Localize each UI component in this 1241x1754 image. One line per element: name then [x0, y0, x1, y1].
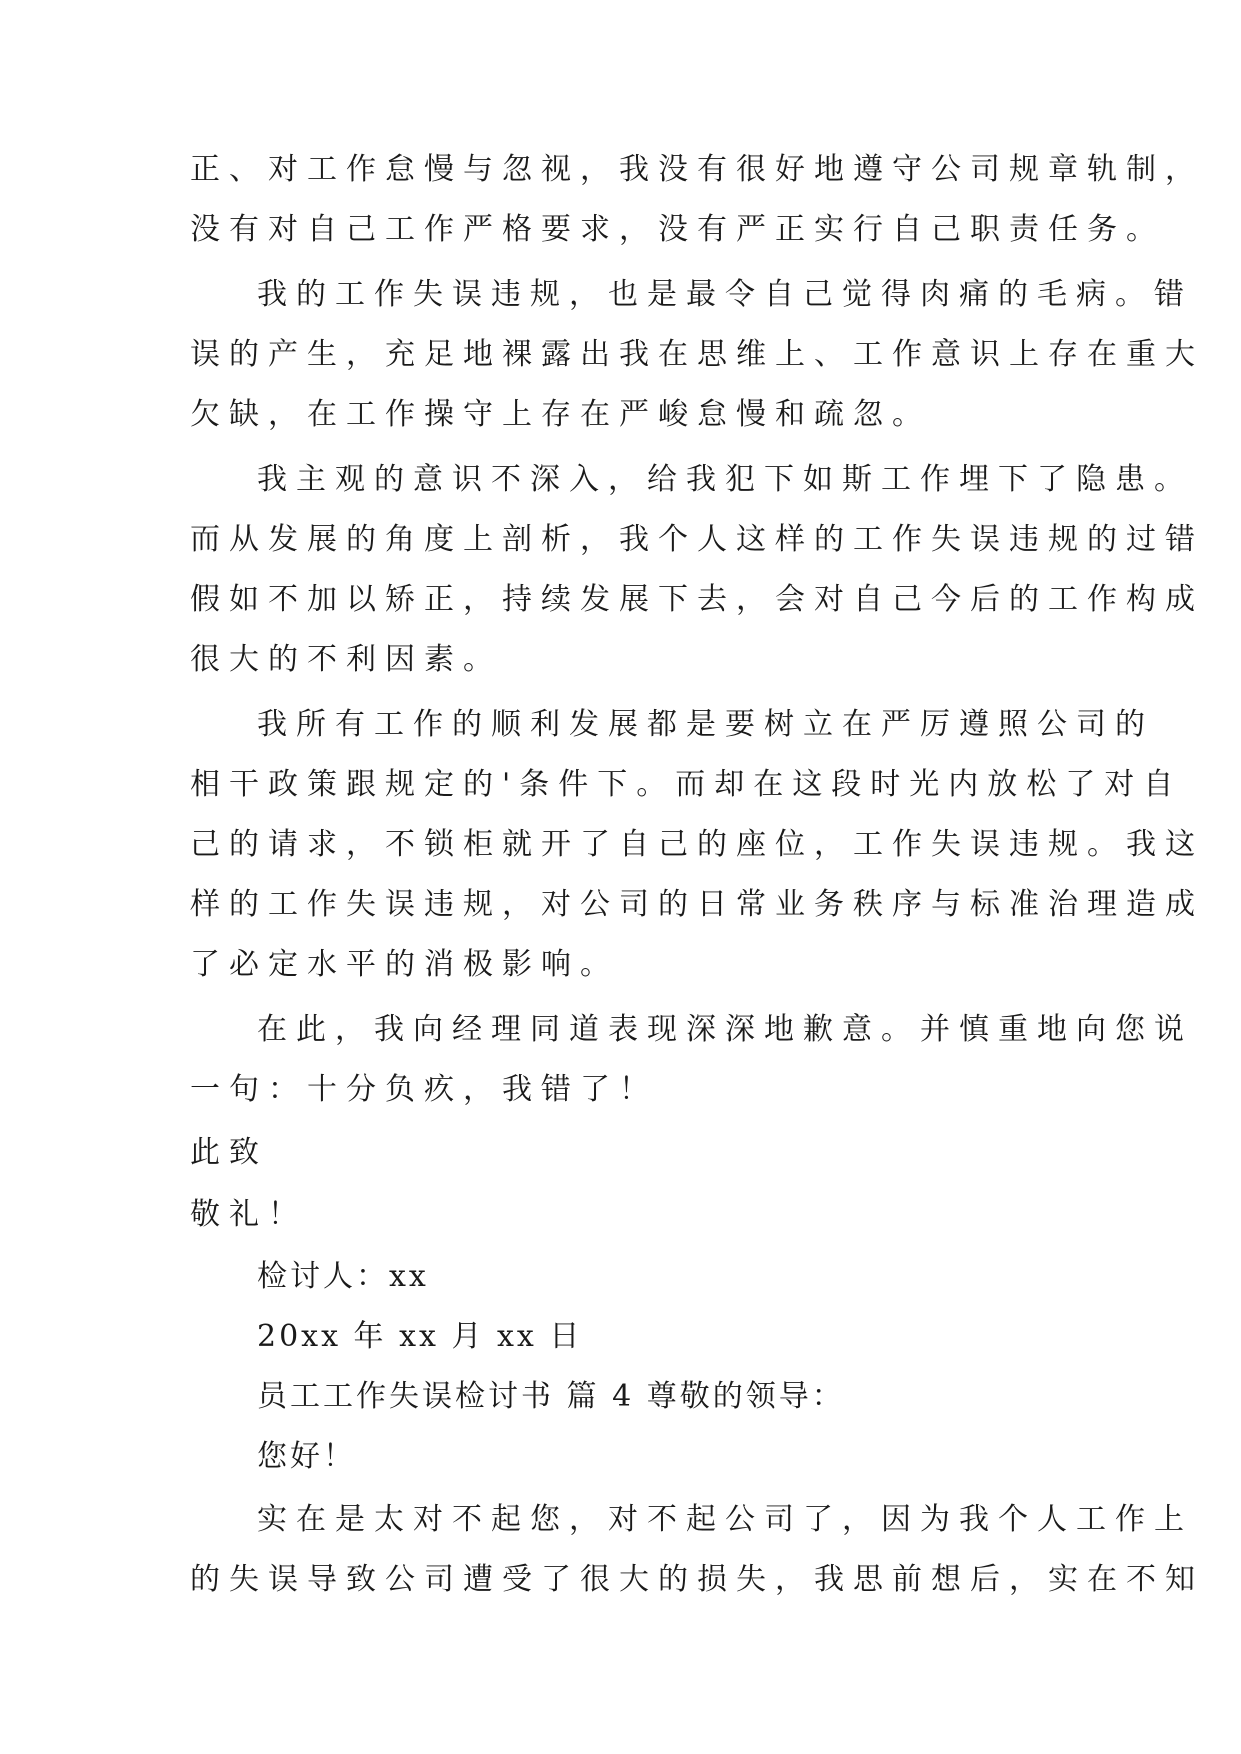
greeting: 您好！: [257, 1439, 356, 1474]
paragraph-first-line: 在此，我向经理同道表现深深地歉意。并慎重地向您说: [257, 1012, 1193, 1047]
paragraph-first-line: 实在是太对不起您，对不起公司了，因为我个人工作上: [257, 1502, 1193, 1537]
text-line: 样的工作失误违规，对公司的日常业务秩序与标准治理造成: [190, 887, 1204, 922]
signature-author: 检讨人：xx: [257, 1259, 429, 1294]
paragraph-first-line: 我主观的意识不深入，给我犯下如斯工作埋下了隐患。: [257, 462, 1193, 497]
closing-salutation: 此致: [190, 1135, 268, 1170]
text-line: 很大的不利因素。: [190, 642, 502, 677]
text-line: 假如不加以矫正，持续发展下去，会对自己今后的工作构成: [190, 582, 1204, 617]
text-line: 了必定水平的消极影响。: [190, 947, 619, 982]
text-line: 正、对工作怠慢与忽视，我没有很好地遵守公司规章轨制，: [190, 152, 1204, 187]
section-heading: 员工工作失误检讨书 篇 4 尊敬的领导：: [257, 1379, 845, 1414]
signature-date: 20xx 年 xx 月 xx 日: [257, 1319, 583, 1354]
text-line: 欠缺，在工作操守上存在严峻怠慢和疏忽。: [190, 397, 931, 432]
paragraph-first-line: 我的工作失误违规，也是最令自己觉得肉痛的毛病。错: [257, 277, 1193, 312]
text-line: 误的产生，充足地裸露出我在思维上、工作意识上存在重大: [190, 337, 1204, 372]
text-line: 而从发展的角度上剖析，我个人这样的工作失误违规的过错: [190, 522, 1204, 557]
text-line: 相干政策跟规定的'条件下。而却在这段时光内放松了对自: [190, 767, 1183, 802]
text-line: 一句：十分负疚，我错了！: [190, 1072, 658, 1107]
text-line: 没有对自己工作严格要求，没有严正实行自己职责任务。: [190, 212, 1165, 247]
text-line: 己的请求，不锁柜就开了自己的座位，工作失误违规。我这: [190, 827, 1204, 862]
paragraph-first-line: 我所有工作的顺利发展都是要树立在严厉遵照公司的: [257, 707, 1154, 742]
text-line: 的失误导致公司遭受了很大的损失，我思前想后，实在不知: [190, 1562, 1204, 1597]
closing-regards: 敬礼！: [190, 1197, 307, 1232]
